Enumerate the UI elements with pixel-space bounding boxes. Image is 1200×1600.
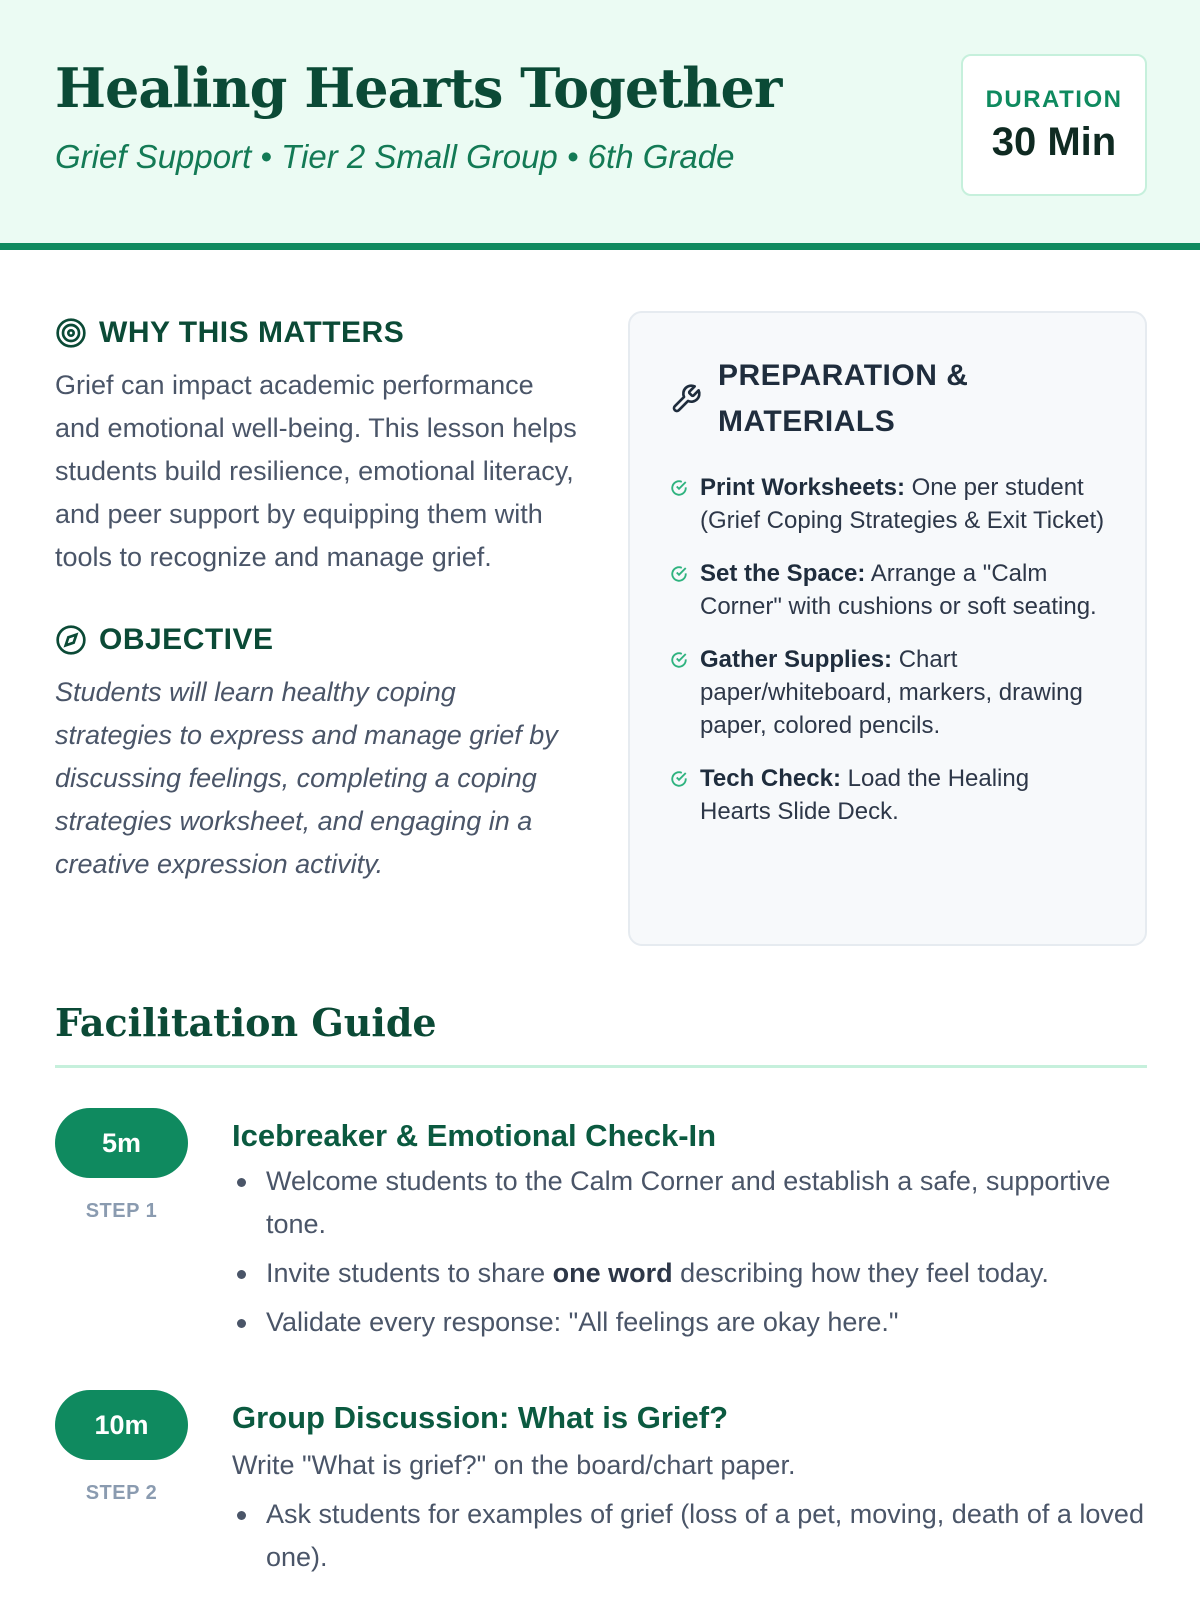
material-label: Gather Supplies: xyxy=(700,646,893,673)
step-bullet: Invite students to share one word describing how they feel today. xyxy=(232,1252,1147,1295)
check-circle-icon xyxy=(670,651,688,669)
preparation-card xyxy=(628,311,1147,946)
step-bullet: Welcome students to the Calm Corner and establish a safe, supportive tone. xyxy=(232,1160,1147,1246)
preparation-heading-text: PREPARATION & MATERIALS xyxy=(718,359,969,438)
step-bullet: Validate every response: "All feelings are okay here." xyxy=(232,1301,1147,1344)
objective-text: Students will learn healthy coping strategies to express and manage grief by discussing feelings, completing a coping strategies worksheet, and engaging in a creative expression activity. xyxy=(55,677,558,879)
target-icon xyxy=(55,317,87,349)
objective-heading-text: OBJECTIVE xyxy=(99,623,274,656)
page-subtitle: Grief Support • Tier 2 Small Group • 6th Grade xyxy=(55,138,735,175)
material-item xyxy=(670,471,1105,537)
lesson-header xyxy=(0,0,1200,250)
step-bullets xyxy=(232,1493,1147,1579)
material-text: One per student (Grief Coping Strategies & Exit Ticket) xyxy=(700,474,1105,534)
step-time-badge: 5m xyxy=(55,1108,188,1178)
preparation-heading xyxy=(670,353,1105,445)
left-column xyxy=(55,316,580,886)
why-heading-text: WHY THIS MATTERS xyxy=(99,316,405,349)
facilitation-guide xyxy=(55,1000,1147,1585)
step-number: STEP 1 xyxy=(85,1200,158,1222)
material-item xyxy=(670,643,1105,742)
facilitation-heading: Facilitation Guide xyxy=(55,1000,1147,1068)
why-text: Grief can impact academic performance and emotional well-being. This lesson helps students build resilience, emotional literacy, and peer support by equipping them with tools to recognize and manage grief. xyxy=(55,370,577,572)
wrench-icon xyxy=(670,383,702,415)
objective-heading xyxy=(55,623,580,657)
check-circle-icon xyxy=(670,565,688,583)
material-text: Chart paper/whiteboard, markers, drawing paper, colored pencils. xyxy=(700,646,1083,739)
material-label: Set the Space: xyxy=(700,560,866,587)
material-item xyxy=(670,557,1105,623)
why-heading xyxy=(55,316,580,350)
step xyxy=(55,1390,1147,1585)
material-item xyxy=(670,762,1105,828)
step-bullet: Ask students for examples of grief (loss of a pet, moving, death of a loved one). xyxy=(232,1493,1147,1579)
compass-icon xyxy=(55,624,87,656)
material-text: Load the Healing Hearts Slide Deck. xyxy=(700,765,1030,825)
page-title: Healing Hearts Together xyxy=(55,56,782,120)
step-title: Icebreaker & Emotional Check-In xyxy=(232,1118,717,1153)
check-circle-icon xyxy=(670,479,688,497)
step-description: Write "What is grief?" on the board/chart paper. xyxy=(232,1450,796,1480)
duration-badge xyxy=(961,54,1147,196)
check-circle-icon xyxy=(670,770,688,788)
material-label: Tech Check: xyxy=(700,765,841,792)
duration-value: 30 Min xyxy=(991,120,1117,164)
material-text: Arrange a "Calm Corner" with cushions or soft seating. xyxy=(700,560,1097,620)
step-number: STEP 2 xyxy=(85,1482,158,1504)
materials-list xyxy=(670,471,1105,828)
duration-label: DURATION xyxy=(985,86,1123,113)
step xyxy=(55,1108,1147,1350)
material-label: Print Worksheets: xyxy=(700,474,905,501)
step-bullets xyxy=(232,1160,1147,1344)
step-title: Group Discussion: What is Grief? xyxy=(232,1400,729,1435)
step-time-badge: 10m xyxy=(55,1390,188,1460)
